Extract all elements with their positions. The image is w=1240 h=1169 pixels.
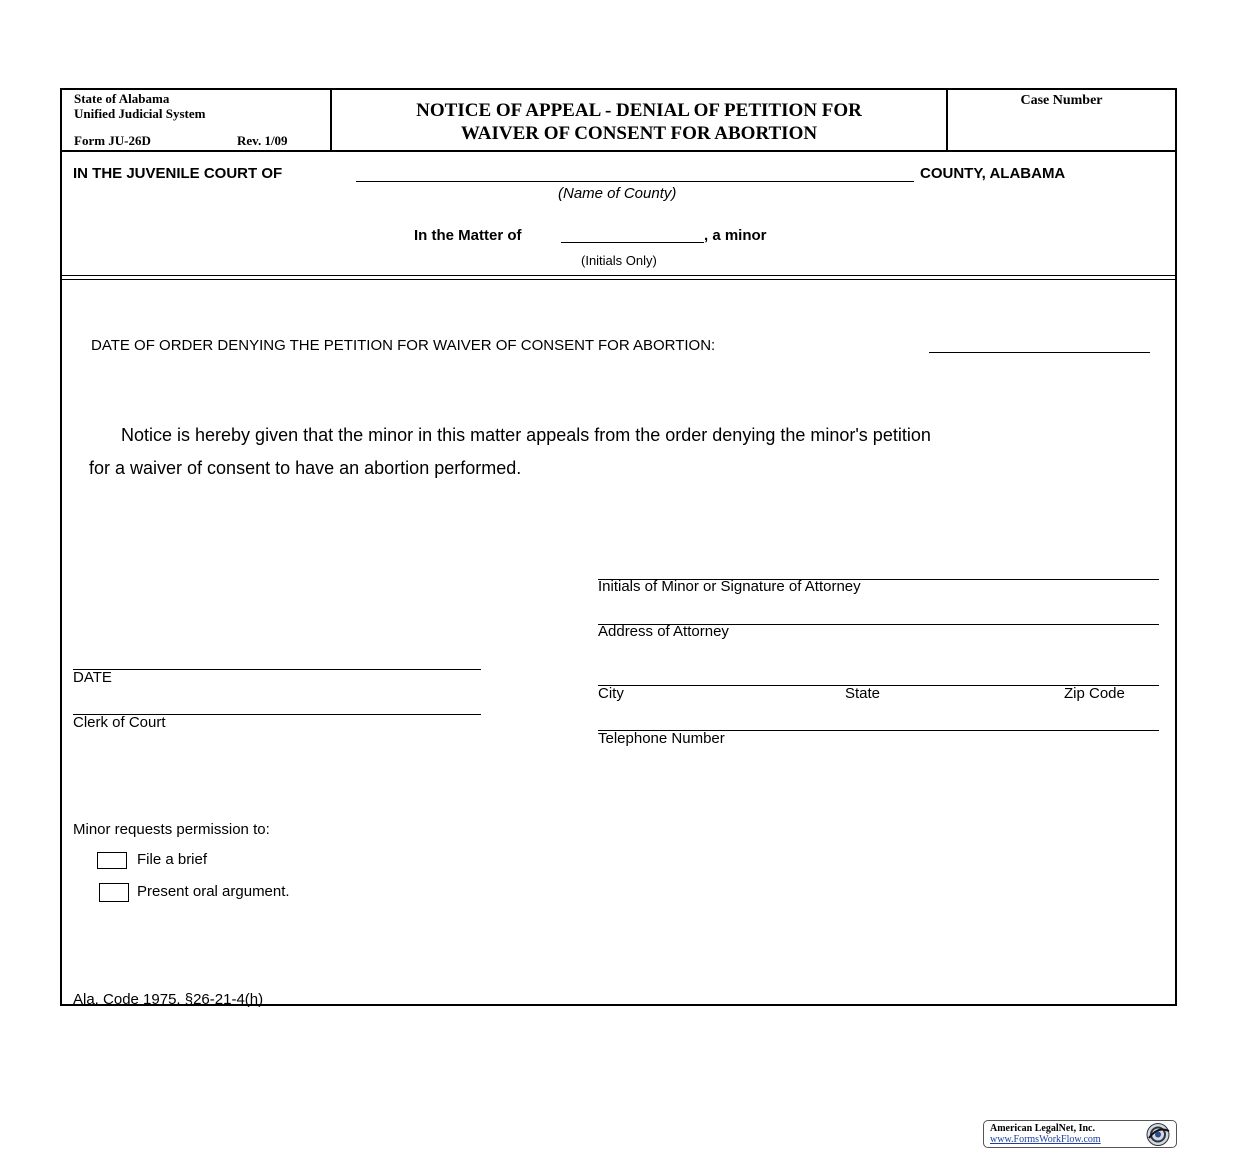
code-reference: Ala. Code 1975, §26-21-4(h) (73, 991, 264, 1008)
city-label: City (598, 685, 624, 702)
clerk-label: Clerk of Court (73, 714, 166, 731)
oral-argument-label: Present oral argument. (137, 883, 290, 900)
zip-label: Zip Code (1064, 685, 1125, 702)
minor-initials-input-line[interactable] (561, 242, 704, 243)
notice-text-line2: for a waiver of consent to have an abortion performed. (89, 458, 522, 478)
form-frame (60, 88, 1177, 1006)
globe-icon (1141, 1122, 1175, 1147)
logo-url[interactable]: www.FormsWorkFlow.com (990, 1134, 1101, 1145)
form-title-line2: WAIVER OF CONSENT FOR ABORTION (460, 123, 818, 144)
file-brief-checkbox[interactable] (97, 852, 127, 869)
date-input-line[interactable] (73, 669, 481, 670)
matter-suffix: , a minor (704, 227, 767, 244)
form-title-line1: NOTICE OF APPEAL - DENIAL OF PETITION FOR (416, 100, 862, 121)
court-suffix: COUNTY, ALABAMA (920, 165, 1066, 182)
telephone-label: Telephone Number (598, 730, 725, 747)
court-prefix: IN THE JUVENILE COURT OF (73, 165, 283, 182)
form-number: Form JU-26D (74, 133, 151, 148)
notice-text-line1: Notice is hereby given that the minor in this matter appeals from the order denying the minor's petition (121, 425, 931, 445)
date-of-order-label: DATE OF ORDER DENYING THE PETITION FOR WAIVER OF CONSENT FOR ABORTION: (91, 337, 716, 354)
county-caption: (Name of County) (558, 185, 677, 202)
signature-label: Initials of Minor or Signature of Attorney (598, 578, 861, 595)
case-number-box[interactable] (948, 90, 1175, 150)
header-agency-block (62, 90, 332, 150)
system-label: Unified Judicial System (74, 106, 206, 121)
header-divider (62, 150, 1175, 152)
address-label: Address of Attorney (598, 623, 729, 640)
oral-argument-checkbox[interactable] (99, 883, 129, 902)
file-brief-label: File a brief (137, 851, 208, 868)
county-input-line[interactable] (356, 181, 914, 182)
case-number-label: Case Number (1020, 93, 1103, 108)
section-double-divider (62, 275, 1175, 280)
date-of-order-input-line[interactable] (929, 352, 1150, 353)
state-label: State of Alabama (74, 91, 170, 106)
requests-label: Minor requests permission to: (73, 821, 270, 838)
initials-caption: (Initials Only) (581, 253, 657, 268)
date-label: DATE (73, 669, 112, 686)
matter-prefix: In the Matter of (414, 227, 522, 244)
logo-company: American LegalNet, Inc. (990, 1123, 1095, 1134)
americanlegalnet-logo[interactable] (983, 1120, 1177, 1148)
revision-label: Rev. 1/09 (237, 133, 288, 148)
header-title-block (332, 90, 948, 150)
state-field-label: State (845, 685, 881, 702)
